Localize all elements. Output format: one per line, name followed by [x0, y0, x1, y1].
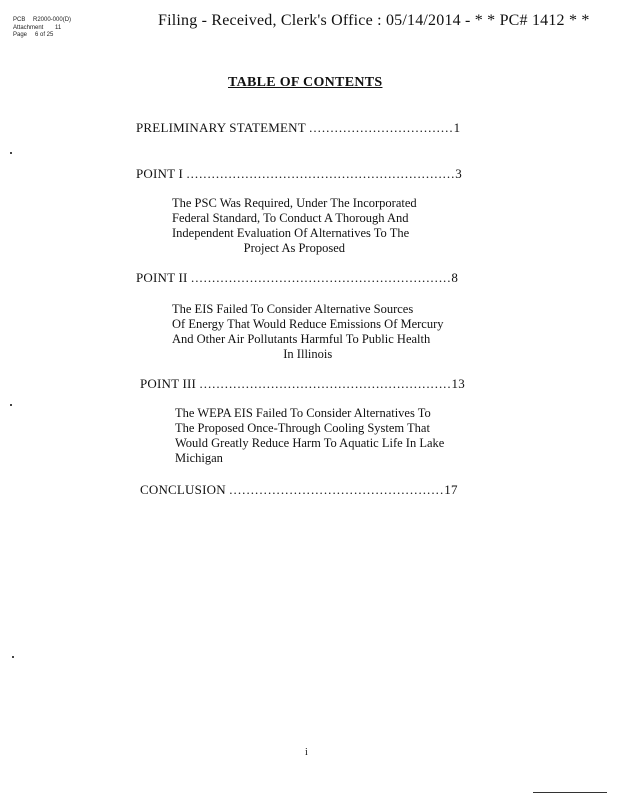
filing-header: Filing - Received, Clerk's Office : 05/14/2014 - * * PC# 1412 * *	[158, 12, 590, 29]
stamp-label: PCB	[13, 17, 26, 23]
toc-label: PRELIMINARY STATEMENT	[136, 120, 306, 135]
toc-leader: ..................................................	[229, 482, 445, 497]
footer-rule	[533, 792, 607, 793]
stamp-value: 11	[55, 24, 62, 31]
toc-subheading-line: And Other Air Pollutants Harmful To Public Health	[172, 332, 431, 346]
toc-subheading-line: Michigan	[175, 451, 223, 465]
stamp-label: Page	[13, 32, 28, 38]
toc-subheading-line: The EIS Failed To Consider Alternative Sources	[172, 302, 414, 316]
toc-entry-preliminary-statement	[136, 120, 460, 136]
toc-subheading-line: In Illinois	[283, 347, 333, 361]
toc-leader: ..................................	[309, 120, 454, 135]
toc-subheading-line: Would Greatly Reduce Harm To Aquatic Life In Lake	[175, 436, 445, 450]
toc-page: 8	[451, 270, 459, 285]
toc-leader: ................................................................	[186, 166, 456, 181]
toc-page: 1	[453, 120, 461, 135]
toc-label: CONCLUSION	[140, 482, 226, 497]
toc-leader: ..............................................................	[191, 270, 452, 285]
scan-speck	[10, 404, 12, 406]
toc-subheading-line: Independent Evaluation Of Alternatives To The	[172, 226, 410, 240]
toc-page: 13	[451, 376, 465, 391]
toc-subheading	[172, 302, 444, 362]
toc-subheading	[172, 196, 417, 256]
toc-subheading-line: Federal Standard, To Conduct A Thorough And	[172, 211, 409, 225]
page-title: TABLE OF CONTENTS	[228, 75, 383, 90]
toc-page: 17	[444, 482, 458, 497]
toc-subheading-line: Project As Proposed	[243, 241, 346, 255]
toc-entry-point-i	[136, 166, 462, 182]
toc-label: POINT I	[136, 166, 184, 181]
page-number: i	[305, 747, 308, 758]
toc-page: 3	[455, 166, 462, 181]
toc-leader: ............................................................	[199, 376, 452, 391]
filing-stamp	[13, 17, 72, 40]
toc-label: POINT II	[136, 270, 188, 285]
toc-entry-point-iii	[140, 376, 465, 392]
toc-subheading-line: Of Energy That Would Reduce Emissions Of Mercury	[172, 317, 444, 331]
scan-speck	[10, 152, 12, 154]
toc-subheading-line: The WEPA EIS Failed To Consider Alternatives To	[175, 406, 431, 420]
scan-speck	[12, 656, 14, 658]
stamp-value: 6 of 25	[35, 32, 54, 38]
stamp-value: R2000-000(D)	[33, 17, 72, 23]
toc-label: POINT III	[140, 376, 197, 391]
toc-subheading-line: The PSC Was Required, Under The Incorporated	[172, 196, 417, 210]
toc-entry-conclusion	[140, 482, 458, 498]
toc-entry-point-ii	[136, 270, 458, 286]
toc-subheading-line: The Proposed Once-Through Cooling System That	[175, 421, 430, 435]
toc-subheading	[175, 406, 444, 466]
stamp-label: Attachment	[13, 24, 44, 31]
